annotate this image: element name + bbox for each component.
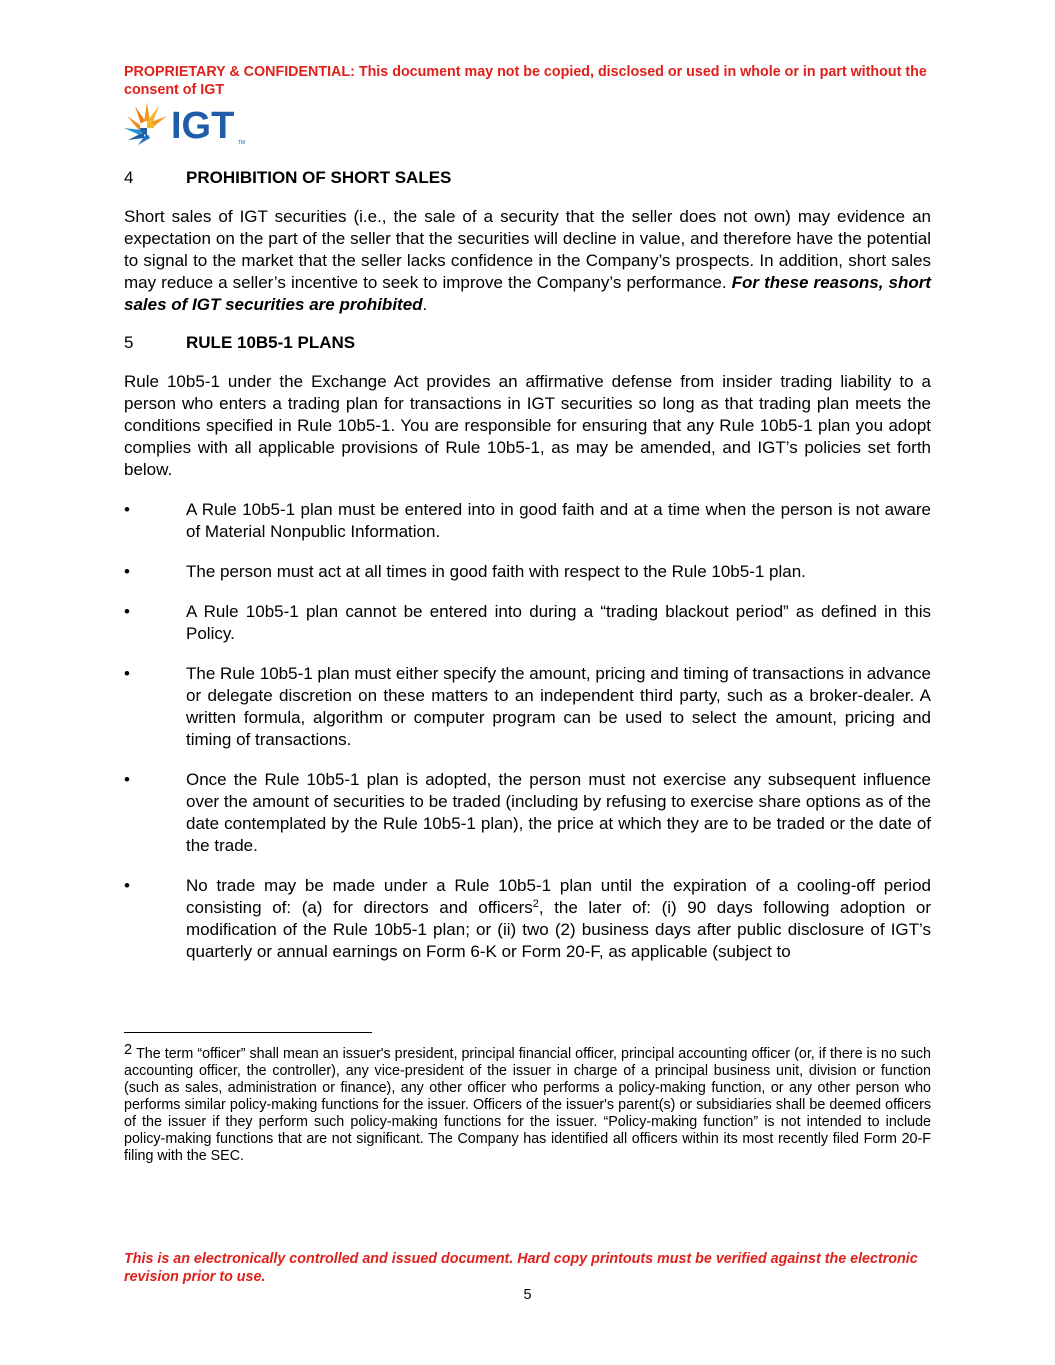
section-4-number: 4 (124, 168, 134, 187)
section-5-number: 5 (124, 333, 134, 352)
short-sales-end: . (422, 295, 428, 314)
bullet-text: A Rule 10b5-1 plan must be entered into in good faith and at a time when the person is not aware of Material Nonpublic Information. (186, 500, 931, 541)
confidential-notice: PROPRIETARY & CONFIDENTIAL: This document may not be copied, disclosed or used in whole or in part without the consent of IGT (124, 64, 927, 98)
short-sales-body: Short sales of IGT securities (i.e., the sale of a security that the seller does not own) may evidence an expectation on the part of the seller that the securities will decline in value, and therefore have the potential to signal to the market that the seller lacks confidence in the Company’s prospects. In addition, short sales may reduce a seller’s incentive to seek to improve the Company’s performance. (124, 207, 931, 292)
bullet-text: A Rule 10b5-1 plan cannot be entered into during a “trading blackout period” as defined in this Policy. (186, 602, 931, 643)
igt-logo (123, 100, 253, 146)
list-item (124, 601, 931, 645)
bullet-text: Once the Rule 10b5-1 plan is adopted, the person must not exercise any subsequent influence over the amount of securities to be traded (including by refusing to exercise share options as of the date contemplated by the Rule 10b5-1 plan), the price at which they are to be traded or the date of the trade. (186, 770, 931, 855)
bullet-icon: • (124, 602, 130, 621)
bullet-icon: • (124, 664, 130, 683)
footer-notice: This is an electronically controlled and issued document. Hard copy printouts must be verified against the electronic revision prior to use. (124, 1251, 918, 1285)
list-item (124, 875, 931, 963)
footnote-number: 2 (124, 1042, 133, 1058)
bullet-text: The person must act at all times in good faith with respect to the Rule 10b5-1 plan. (186, 562, 806, 581)
list-item (124, 663, 931, 751)
logo-wordmark: IGT (171, 105, 235, 146)
sunburst-icon (124, 102, 167, 145)
bullet-text: The Rule 10b5-1 plan must either specify the amount, pricing and timing of transactions in advance or delegate discretion on these matters to an independent third party, such as a broker-dealer. A written formula, algorithm or computer program can be used to select the amount, pricing and timing of transactions. (186, 664, 931, 749)
footnote-text: The term “officer” shall mean an issuer's president, principal financial officer, principal accounting officer (or, if there is no such accounting officer, the controller), any vice-president of the issuer in charge of a principal business unit, division or function (such as sales, administration or finance), any other officer who performs a policy-making function, or any other person who performs similar policy-making functions for the issuer. Officers of the issuer's parent(s) or subsidiaries shall be deemed officers of the issuer if they perform such policy-making functions for the issuer. “Policy-making function” is not intended to include policy-making functions that are not significant. The Company has identified all officers within its most recently filed Form 20-F filing with the SEC. (124, 1046, 931, 1164)
bullet-icon: • (124, 500, 130, 519)
bullet-text (186, 875, 931, 963)
igt-logo-graphic (123, 100, 253, 146)
short-sales-paragraph (124, 206, 931, 316)
list-item (124, 769, 931, 857)
bullet-icon: • (124, 562, 130, 581)
section-5-title: RULE 10B5-1 PLANS (186, 333, 356, 352)
page-number: 5 (523, 1287, 532, 1303)
cooling-off-text-part1: No trade may be made under a Rule 10b5-1 plan until the expiration of a cooling-off period consisting of: (a) for directors and officers (186, 876, 931, 917)
rule-10b5-1-intro: Rule 10b5-1 under the Exchange Act provides an affirmative defense from insider trading liability to a person who enters a trading plan for transactions in IGT securities so long as that trading plan meets the conditions specified in Rule 10b5-1. You are responsible for ensuring that any Rule 10b5-1 plan you adopt complies with all applicable provisions of Rule 10b5-1, as may be amended, and IGT’s policies set forth below. (124, 372, 931, 479)
section-4-title: PROHIBITION OF SHORT SALES (186, 168, 452, 187)
logo-trademark: TM (238, 140, 246, 146)
list-item (124, 499, 931, 543)
footnote-divider (124, 1032, 372, 1033)
cooling-off-text-part2: , the later of: (i) 90 days following adoption or modification of the Rule 10b5-1 plan; or (ii) two (2) business days after public disclosure of IGT’s quarterly or annual earnings on Form 6-K or Form 20-F, as applicable (subject to (186, 898, 931, 961)
list-item (124, 561, 931, 583)
short-sales-prohibition: For these reasons, short sales of IGT securities are prohibited (124, 273, 931, 314)
footnote (124, 1042, 931, 1165)
bullet-icon: • (124, 770, 130, 789)
footnote-reference[interactable]: 2 (532, 898, 539, 910)
bullet-icon: • (124, 876, 130, 895)
